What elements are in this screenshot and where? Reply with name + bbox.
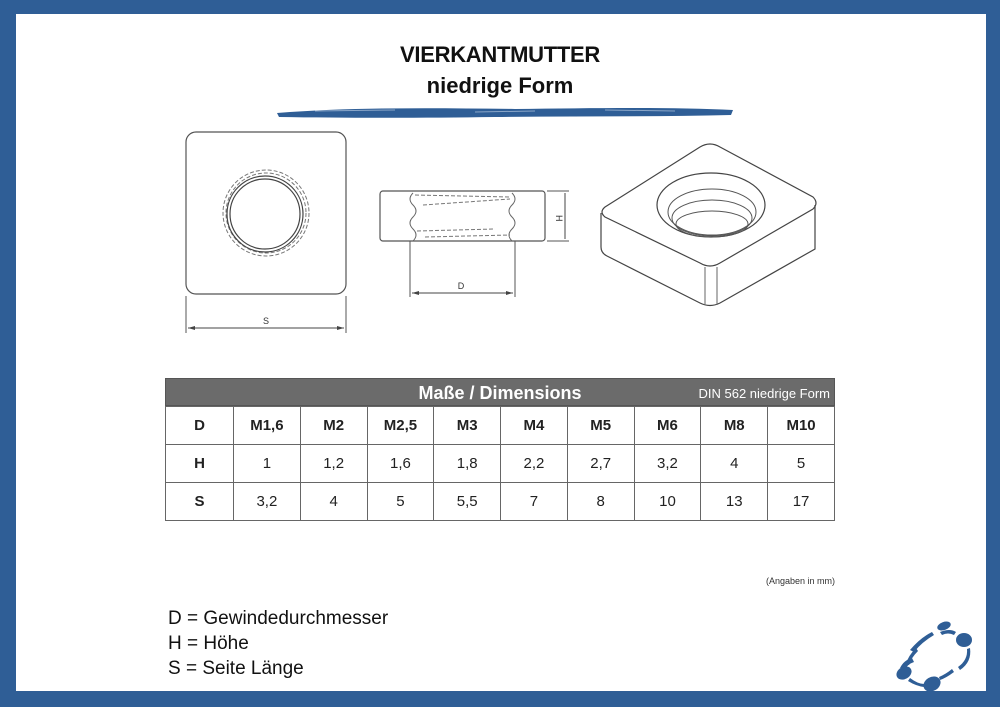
table-cell: 3,2 [234,483,301,521]
table-cell: 5,5 [434,483,501,521]
table-cell: 1,8 [434,445,501,483]
frame-left-border [0,0,16,707]
table-standard-label: DIN 562 niedrige Form [698,386,830,401]
table-row-s [166,483,835,521]
front-view-drawing [180,128,355,333]
table-cell: 17 [768,483,835,521]
table-cell: M1,6 [234,407,301,445]
frame-top-border [0,0,1000,14]
s-dimension-label: S [262,316,270,326]
table-cell: 1,6 [367,445,434,483]
table-cell: 13 [701,483,768,521]
table-cell: 7 [501,483,568,521]
table-cell: M10 [768,407,835,445]
side-view-drawing [375,185,575,300]
frame-right-border [986,0,1000,707]
table-cell: 5 [367,483,434,521]
d-dimension-label: D [457,281,465,291]
row-label-h: H [166,445,234,483]
brush-stroke-underline [275,103,735,121]
page-title: VIERKANTMUTTER [400,42,600,67]
table-cell: 8 [567,483,634,521]
table-header-bar [165,378,835,406]
legend-s: S = Seite Länge [168,658,304,679]
table-cell: M2,5 [367,407,434,445]
dimensions-table [165,378,835,521]
table-cell: M4 [501,407,568,445]
page-subtitle: niedrige Form [426,73,574,98]
legend-d: D = Gewindedurchmesser [168,608,389,629]
table-title: Maße / Dimensions [418,383,582,403]
isometric-view-drawing [595,135,825,310]
row-label-s: S [166,483,234,521]
unit-note: (Angaben in mm) [766,576,836,586]
brand-logo-icon [890,618,985,693]
table-cell: M6 [634,407,701,445]
legend-h: H = Höhe [168,633,249,654]
table-cell: 1,2 [300,445,367,483]
h-dimension-label: H [554,215,564,222]
table-cell: M5 [567,407,634,445]
table-cell: M2 [300,407,367,445]
table-cell: 2,2 [501,445,568,483]
table-cell: 5 [768,445,835,483]
table-cell: 10 [634,483,701,521]
table-row-h [166,445,835,483]
table-cell: 4 [701,445,768,483]
table-cell: 1 [234,445,301,483]
table-cell: M8 [701,407,768,445]
table-cell: 2,7 [567,445,634,483]
frame-bottom-border [0,691,1000,707]
table-row-d [166,407,835,445]
row-label-d: D [166,407,234,445]
table-cell: M3 [434,407,501,445]
table-cell: 4 [300,483,367,521]
table-cell: 3,2 [634,445,701,483]
